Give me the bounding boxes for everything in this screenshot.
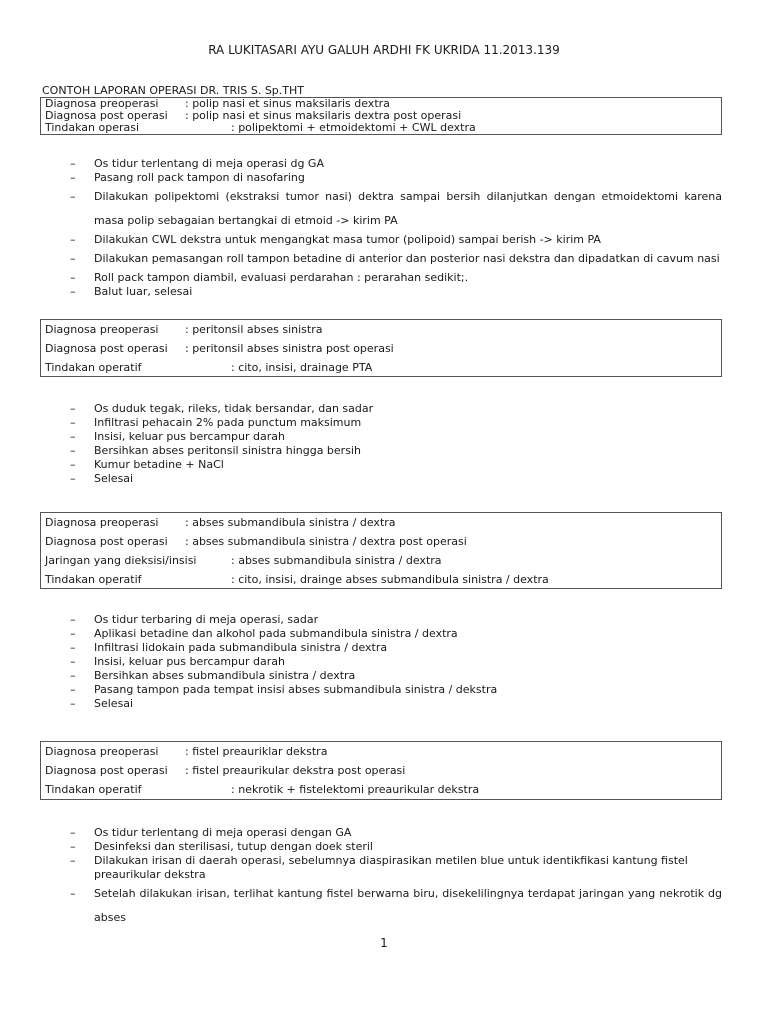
- document-subtitle: CONTOH LAPORAN OPERASI DR. TRIS S. Sp.THT: [42, 84, 304, 97]
- row-label: Diagnosa preoperasi: [45, 516, 159, 529]
- diagnosis-row: [45, 122, 717, 134]
- page-number: 1: [380, 936, 388, 950]
- diagnosis-row: [45, 761, 717, 780]
- row-label: Diagnosa post operasi: [45, 535, 168, 548]
- procedure-steps-submandibula: [70, 613, 722, 711]
- list-item: – Dilakukan CWL dekstra untuk mengangkat masa tumor (polipoid) sampai berish -> kirim PA: [70, 233, 722, 247]
- list-item: – Desinfeksi dan sterilisasi, tutup dengan doek steril: [70, 840, 722, 854]
- procedure-steps-fistel: [70, 826, 722, 930]
- list-item: – Setelah dilakukan irisan, terlihat kantung fistel berwarna biru, disekelilingnya terdapat jaringan yang nekrotik dg abses: [70, 882, 722, 930]
- row-value: : cito, insisi, drainge abses submandibula sinistra / dextra: [231, 573, 549, 586]
- list-item: – Insisi, keluar pus bercampur darah: [70, 655, 722, 669]
- list-item: – Pasang tampon pada tempat insisi abses submandibula sinistra / dekstra: [70, 683, 722, 697]
- list-item: – Selesai: [70, 472, 722, 486]
- list-item: – Balut luar, selesai: [70, 285, 722, 299]
- list-item: – Os tidur terlentang di meja operasi dg GA: [70, 157, 722, 171]
- row-label: Diagnosa preoperasi: [45, 323, 159, 336]
- row-value: : polip nasi et sinus maksilaris dextra: [185, 97, 390, 110]
- row-value: : abses submandibula sinistra / dextra: [231, 554, 442, 567]
- list-item: – Dilakukan irisan di daerah operasi, sebelumnya diaspirasikan metilen blue untuk identikfikasi kantung fistel preaurikular dekstra: [70, 854, 722, 882]
- row-label: Jaringan yang dieksisi/insisi: [45, 554, 197, 567]
- row-value: : polip nasi et sinus maksilaris dextra post operasi: [185, 109, 462, 122]
- procedure-steps-peritonsil: [70, 402, 722, 486]
- diagnosis-row: [45, 358, 717, 377]
- diagnosis-row: [45, 551, 717, 570]
- row-label: Diagnosa post operasi: [45, 764, 168, 777]
- list-item: – Dilakukan polipektomi (ekstraksi tumor nasi) dektra sampai bersih dilanjutkan dengan etmoidektomi karena masa polip sebagaian bertangkai di etmoid -> kirim PA: [70, 185, 722, 233]
- row-label: Tindakan operatif: [45, 783, 142, 796]
- list-item: – Selesai: [70, 697, 722, 711]
- diagnosis-box-polip: [40, 97, 722, 135]
- row-value: : peritonsil abses sinistra: [185, 323, 323, 336]
- list-item: – Bersihkan abses submandibula sinistra / dextra: [70, 669, 722, 683]
- row-value: : peritonsil abses sinistra post operasi: [185, 342, 394, 355]
- row-label: Diagnosa post operasi: [45, 342, 168, 355]
- row-value: : cito, insisi, drainage PTA: [231, 361, 373, 374]
- row-label: Tindakan operatif: [45, 361, 142, 374]
- list-item: – Kumur betadine + NaCl: [70, 458, 722, 472]
- list-item: – Pasang roll pack tampon di nasofaring: [70, 171, 722, 185]
- list-item: – Infiltrasi lidokain pada submandibula sinistra / dextra: [70, 641, 722, 655]
- row-value: : polipektomi + etmoidektomi + CWL dextra: [231, 121, 476, 134]
- list-item: – Os tidur terbaring di meja operasi, sadar: [70, 613, 722, 627]
- list-item: – Infiltrasi pehacain 2% pada punctum maksimum: [70, 416, 722, 430]
- diagnosis-box-fistel: [40, 741, 722, 800]
- row-value: : fistel preaurikular dekstra post operasi: [185, 764, 406, 777]
- row-value: : fistel preauriklar dekstra: [185, 745, 328, 758]
- row-label: Diagnosa post operasi: [45, 109, 168, 122]
- diagnosis-box-peritonsil: [40, 319, 722, 377]
- row-value: : nekrotik + fistelektomi preaurikular dekstra: [231, 783, 480, 796]
- list-item: – Os tidur terlentang di meja operasi dengan GA: [70, 826, 722, 840]
- list-item: – Aplikasi betadine dan alkohol pada submandibula sinistra / dextra: [70, 627, 722, 641]
- row-label: Diagnosa preoperasi: [45, 745, 159, 758]
- procedure-steps-polip: [70, 157, 722, 299]
- diagnosis-box-submandibula: [40, 512, 722, 589]
- diagnosis-row: [45, 339, 717, 358]
- diagnosis-row: [45, 513, 717, 532]
- diagnosis-row: [45, 780, 717, 799]
- list-item: – Roll pack tampon diambil, evaluasi perdarahan : perarahan sedikit;.: [70, 271, 722, 285]
- row-label: Diagnosa preoperasi: [45, 97, 159, 110]
- row-label: Tindakan operatif: [45, 573, 142, 586]
- row-value: : abses submandibula sinistra / dextra post operasi: [185, 535, 467, 548]
- diagnosis-row: [45, 532, 717, 551]
- list-item: – Insisi, keluar pus bercampur darah: [70, 430, 722, 444]
- row-value: : abses submandibula sinistra / dextra: [185, 516, 396, 529]
- diagnosis-row: [45, 742, 717, 761]
- diagnosis-row: [45, 570, 717, 589]
- list-item: – Dilakukan pemasangan roll tampon betadine di anterior dan posterior nasi dekstra dan dipadatkan di cavum nasi: [70, 247, 722, 271]
- page-header: RA LUKITASARI AYU GALUH ARDHI FK UKRIDA 11.2013.139: [208, 43, 560, 57]
- list-item: – Bersihkan abses peritonsil sinistra hingga bersih: [70, 444, 722, 458]
- row-label: Tindakan operasi: [45, 121, 140, 134]
- list-item: – Os duduk tegak, rileks, tidak bersandar, dan sadar: [70, 402, 722, 416]
- diagnosis-row: [45, 320, 717, 339]
